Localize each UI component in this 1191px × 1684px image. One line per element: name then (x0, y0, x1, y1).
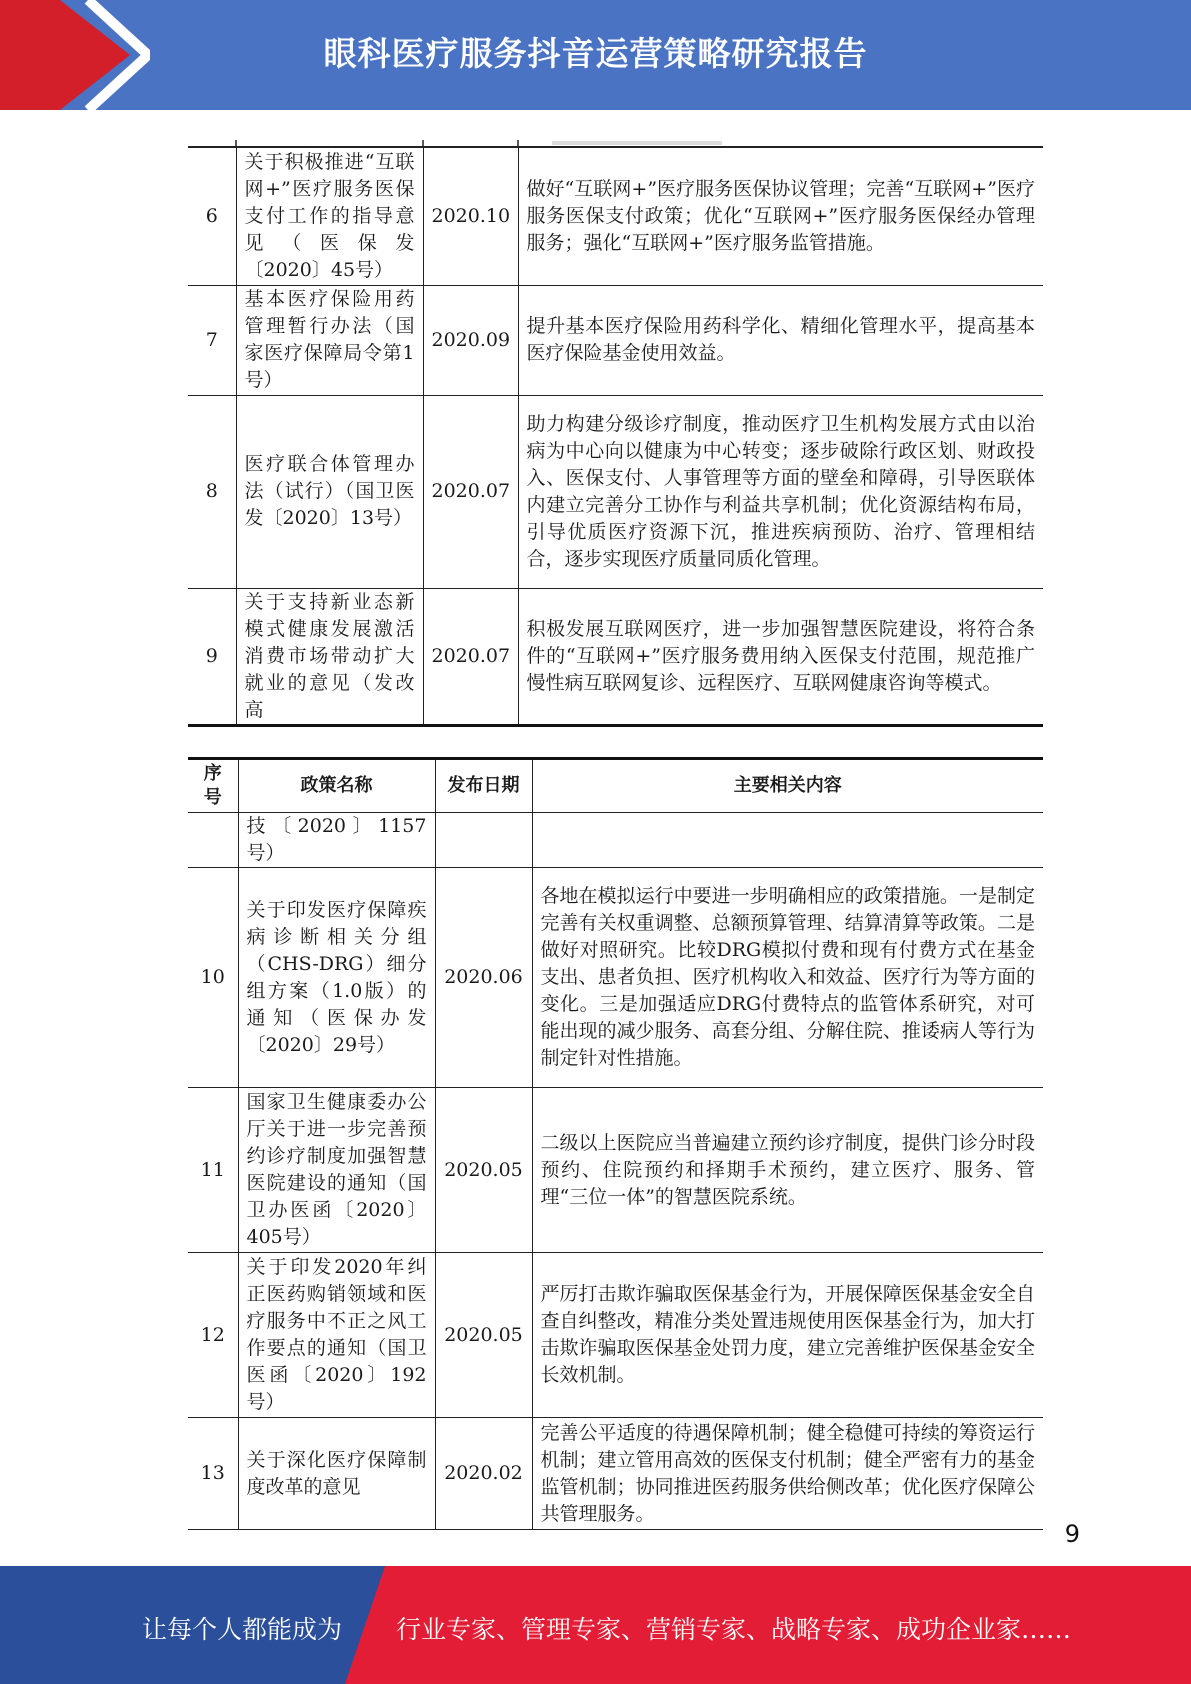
row-number (188, 813, 238, 868)
column-header-publish-date: 发布日期 (435, 759, 532, 813)
table-row (188, 395, 1043, 588)
publish-date: 2020.06 (435, 868, 532, 1088)
publish-date: 2020.07 (423, 395, 518, 588)
policy-name: 关于深化医疗保障制度改革的意见 (238, 1418, 435, 1530)
row-number: 8 (188, 395, 236, 588)
row-number: 7 (188, 285, 236, 395)
policy-name: 关于积极推进“互联网+”医疗服务医保支付工作的指导意见（医保发〔2020〕45号） (236, 147, 423, 285)
policy-table-part2 (188, 757, 1043, 1530)
row-number: 11 (188, 1088, 238, 1253)
publish-date: 2020.10 (423, 147, 518, 285)
report-title: 眼科医疗服务抖音运营策略研究报告 (323, 34, 868, 73)
table-row (188, 147, 1043, 285)
row-number: 6 (188, 147, 236, 285)
table-row (188, 1253, 1043, 1418)
footer-banner (0, 1566, 1191, 1684)
policy-table-part1 (188, 146, 1043, 727)
publish-date: 2020.05 (435, 1088, 532, 1253)
policy-content: 做好“互联网+”医疗服务医保协议管理；完善“互联网+”医疗服务医保支付政策；优化“互联网+”医疗服务医保经办管理服务；强化“互联网+”医疗服务监管措施。 (518, 147, 1043, 285)
table-row (188, 285, 1043, 395)
column-header-content: 主要相关内容 (532, 759, 1043, 813)
row-number: 10 (188, 868, 238, 1088)
table-row (188, 588, 1043, 725)
page-number: 9 (1064, 1520, 1080, 1548)
row-number: 12 (188, 1253, 238, 1418)
policy-name: 技〔2020〕1157号） (238, 813, 435, 868)
policy-content: 完善公平适度的待遇保障机制；健全稳健可持续的筹资运行机制；建立管用高效的医保支付机制；健全严密有力的基金监管机制；协同推进医药服务供给侧改革；优化医疗保障公共管理服务。 (532, 1418, 1043, 1530)
publish-date: 2020.05 (435, 1253, 532, 1418)
publish-date: 2020.09 (423, 285, 518, 395)
table-row (188, 1418, 1043, 1530)
table-header-row (188, 759, 1043, 813)
publish-date (435, 813, 532, 868)
publish-date: 2020.07 (423, 588, 518, 725)
policy-name: 关于支持新业态新模式健康发展激活消费市场带动扩大就业的意见（发改高 (236, 588, 423, 725)
table-row (188, 868, 1043, 1088)
policy-content: 二级以上医院应当普遍建立预约诊疗制度，提供门诊分时段预约、住院预约和择期手术预约，建立医疗、服务、管理“三位一体”的智慧医院系统。 (532, 1088, 1043, 1253)
column-header-number: 序号 (188, 759, 238, 813)
report-header-bar (0, 0, 1191, 110)
footer-slogan-left: 让每个人都能成为 (142, 1615, 343, 1644)
policy-content: 各地在模拟运行中要进一步明确相应的政策措施。一是制定完善有关权重调整、总额预算管理、结算清算等政策。二是做好对照研究。比较DRG模拟付费和现有付费方式在基金支出、患者负担、医疗机构收入和效益、医疗行为等方面的变化。三是加强适应DRG付费特点的监管体系研究，对可能出现的减少服务、高套分组、分解住院、推诿病人等行为制定针对性措施。 (532, 868, 1043, 1088)
policy-name: 关于印发2020年纠正医药购销领域和医疗服务中不正之风工作要点的通知（国卫医函〔2020〕192号） (238, 1253, 435, 1418)
policy-content: 提升基本医疗保险用药科学化、精细化管理水平，提高基本医疗保险基金使用效益。 (518, 285, 1043, 395)
policy-content: 积极发展互联网医疗，进一步加强智慧医院建设，将符合条件的“互联网+”医疗服务费用纳入医保支付范围，规范推广慢性病互联网复诊、远程医疗、互联网健康咨询等模式。 (518, 588, 1043, 725)
policy-name: 基本医疗保险用药管理暂行办法（国家医疗保障局令第1号） (236, 285, 423, 395)
policy-name: 关于印发医疗保障疾病诊断相关分组（CHS-DRG）细分组方案（1.0版）的通知（医保办发〔2020〕29号） (238, 868, 435, 1088)
row-number: 13 (188, 1418, 238, 1530)
policy-content: 助力构建分级诊疗制度，推动医疗卫生机构发展方式由以治病为中心向以健康为中心转变；逐步破除行政区划、财政投入、医保支付、人事管理等方面的壁垒和障碍，引导医联体内建立完善分工协作与利益共享机制；优化资源结构布局，引导优质医疗资源下沉，推进疾病预防、治疗、管理相结合，逐步实现医疗质量同质化管理。 (518, 395, 1043, 588)
table-row (188, 1088, 1043, 1253)
policy-content: 严厉打击欺诈骗取医保基金行为，开展保障医保基金安全自查自纠整改，精准分类处置违规使用医保基金行为，加大打击欺诈骗取医保基金处罚力度，建立完善维护医保基金安全长效机制。 (532, 1253, 1043, 1418)
policy-content (532, 813, 1043, 868)
row-number: 9 (188, 588, 236, 725)
policy-name: 医疗联合体管理办法（试行）（国卫医发〔2020〕13号） (236, 395, 423, 588)
footer-slogan-right: 行业专家、管理专家、营销专家、战略专家、成功企业家…… (396, 1615, 1072, 1644)
policy-name: 国家卫生健康委办公厅关于进一步完善预约诊疗制度加强智慧医院建设的通知（国卫办医函〔2020〕405号） (238, 1088, 435, 1253)
table-row-continuation (188, 813, 1043, 868)
column-header-policy-name: 政策名称 (238, 759, 435, 813)
publish-date: 2020.02 (435, 1418, 532, 1530)
